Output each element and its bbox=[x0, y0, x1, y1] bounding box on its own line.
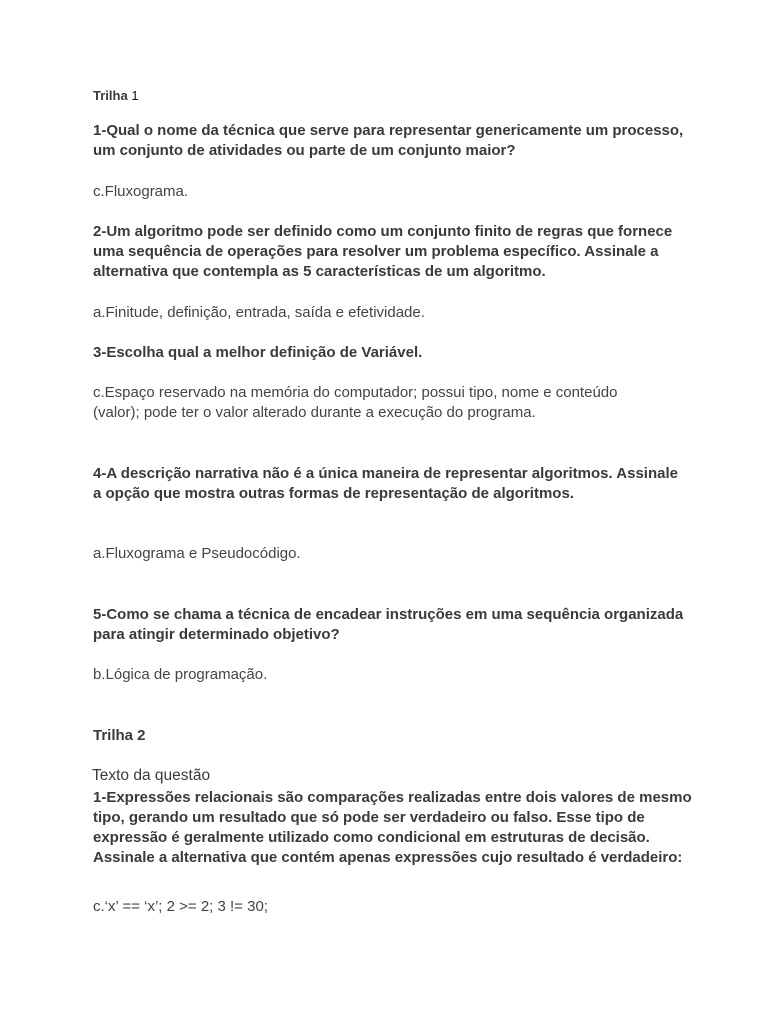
answer-5: b.Lógica de programação. bbox=[93, 666, 268, 683]
answer-1: c.Fluxograma. bbox=[93, 183, 189, 200]
question-2-line-2: uma sequência de operações para resolver um problema específico. Assinale a bbox=[93, 243, 659, 260]
t2-question-1-line-4: Assinale a alternativa que contém apenas expressões cujo resultado é verdadeiro: bbox=[93, 849, 683, 866]
trilha-label: Trilha bbox=[93, 88, 128, 103]
question-5-line-1: 5-Como se chama a técnica de encadear instruções em uma sequência organizada bbox=[93, 606, 684, 623]
t2-answer-1: c.‘x’ == ‘x’; 2 >= 2; 3 != 30; bbox=[93, 898, 268, 915]
answer-4: a.Fluxograma e Pseudocódigo. bbox=[93, 545, 301, 562]
question-1-line-1: 1-Qual o nome da técnica que serve para representar genericamente um processo, bbox=[93, 122, 684, 139]
question-3-line-1: 3-Escolha qual a melhor definição de Variável. bbox=[93, 344, 423, 361]
answer-3-line-1: c.Espaço reservado na memória do computador; possui tipo, nome e conteúdo bbox=[93, 384, 618, 401]
question-4-line-2: a opção que mostra outras formas de representação de algoritmos. bbox=[93, 485, 574, 502]
answer-2: a.Finitude, definição, entrada, saída e efetividade. bbox=[93, 304, 425, 321]
question-2-line-1: 2-Um algoritmo pode ser definido como um conjunto finito de regras que fornece bbox=[93, 223, 673, 240]
question-text-label: Texto da questão bbox=[92, 767, 211, 784]
question-2-line-3: alternativa que contempla as 5 características de um algoritmo. bbox=[93, 263, 546, 280]
section-heading-trilha-2: Trilha 2 bbox=[93, 727, 146, 744]
trilha-number: 1 bbox=[131, 88, 139, 103]
t2-question-1-line-2: tipo, gerando um resultado que só pode ser verdadeiro ou falso. Esse tipo de bbox=[93, 809, 645, 826]
question-1-line-2: um conjunto de atividades ou parte de um conjunto maior? bbox=[93, 142, 516, 159]
t2-question-1-line-3: expressão é geralmente utilizado como condicional em estruturas de decisão. bbox=[93, 829, 650, 846]
answer-3-line-2: (valor); pode ter o valor alterado durante a execução do programa. bbox=[93, 404, 536, 421]
t2-question-1-line-1: 1-Expressões relacionais são comparações realizadas entre dois valores de mesmo bbox=[93, 789, 692, 806]
question-4-line-1: 4-A descrição narrativa não é a única maneira de representar algoritmos. Assinale bbox=[93, 465, 678, 482]
question-5-line-2: para atingir determinado objetivo? bbox=[93, 626, 340, 643]
section-heading-trilha-1 bbox=[93, 86, 693, 106]
